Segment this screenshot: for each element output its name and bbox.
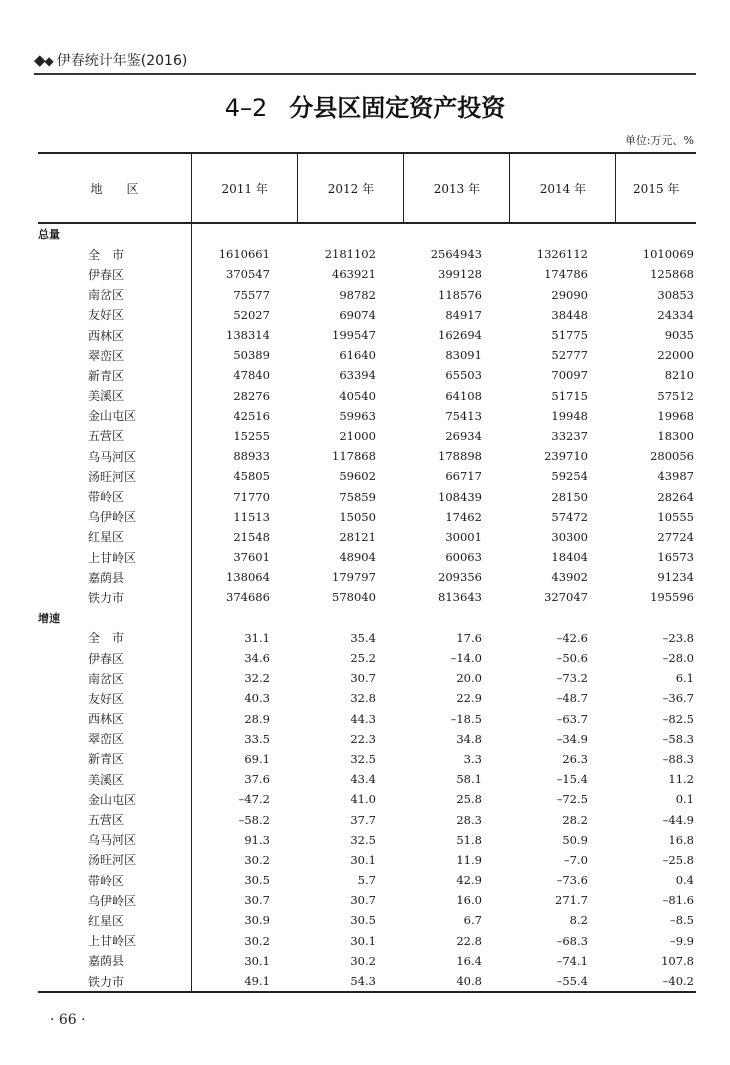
value-cell: –42.6 [556,630,588,645]
table-row [38,547,696,567]
value-cell: 28121 [339,529,376,544]
page-number: · 66 · [50,1012,86,1028]
value-cell: 0.1 [675,792,694,807]
value-cell: 45805 [233,469,270,484]
value-cell: 35.4 [350,630,376,645]
value-cell: 38448 [551,307,588,322]
table-row [38,648,696,668]
value-cell: 11.2 [668,772,694,787]
table-row [38,406,696,426]
region-name: 南岔区 [38,668,191,688]
value-cell: 26.3 [562,751,588,766]
table-row [38,587,696,607]
value-cell: 22000 [657,348,694,363]
region-name: 乌马河区 [38,446,191,466]
value-cell: 1010069 [642,247,694,262]
value-cell: 34.6 [244,651,270,666]
region-name: 南岔区 [38,285,191,305]
value-cell: 108439 [438,489,482,504]
value-cell: 22.8 [456,933,482,948]
value-cell: 16.8 [668,832,694,847]
section-label: 总量 [38,223,191,244]
page-title [0,88,730,123]
value-cell: 18300 [657,428,694,443]
value-cell: –36.7 [662,691,694,706]
value-cell: 813643 [438,590,482,605]
value-cell: 37.6 [244,772,270,787]
value-cell: 84917 [445,307,482,322]
table-row [38,931,696,951]
value-cell: 47840 [233,368,270,383]
value-cell: 25.2 [350,651,376,666]
value-cell: –7.0 [563,852,588,867]
region-name: 乌伊岭区 [38,507,191,527]
region-name: 西林区 [38,325,191,345]
value-cell: 16.0 [456,893,482,908]
value-cell: 5.7 [357,873,376,888]
value-cell: 18404 [551,550,588,565]
value-cell: –73.6 [556,873,588,888]
value-cell: 30001 [445,529,482,544]
value-cell: –28.0 [662,651,694,666]
value-cell: –50.6 [556,651,588,666]
value-cell: –81.6 [662,893,694,908]
value-cell: 58.1 [456,772,482,787]
unit-label: 单位:万元、% [624,134,694,147]
table-row [38,486,696,506]
empty-cell [404,223,510,244]
value-cell: 30300 [551,529,588,544]
value-cell: 33237 [551,428,588,443]
value-cell: 25.8 [456,792,482,807]
region-name: 汤旺河区 [38,850,191,870]
region-name: 乌伊岭区 [38,890,191,910]
value-cell: 3.3 [463,751,482,766]
value-cell: 60063 [445,550,482,565]
value-cell: 71770 [233,489,270,504]
value-cell: 195596 [650,590,694,605]
region-name: 美溪区 [38,769,191,789]
value-cell: 91.3 [244,832,270,847]
value-cell: 6.1 [675,671,694,686]
value-cell: 174786 [544,267,588,282]
value-cell: –72.5 [556,792,588,807]
table-row [38,466,696,486]
value-cell: 28276 [233,388,270,403]
region-name: 带岭区 [38,486,191,506]
table-row [38,688,696,708]
region-name: 五营区 [38,809,191,829]
value-cell: 28264 [657,489,694,504]
value-cell: 50389 [233,348,270,363]
value-cell: 107.8 [661,953,694,968]
section-row [38,223,696,244]
value-cell: 199547 [332,328,376,343]
value-cell: 209356 [438,570,482,585]
value-cell: –63.7 [556,711,588,726]
value-cell: 178898 [438,449,482,464]
value-cell: 327047 [544,590,588,605]
value-cell: 2564943 [430,247,482,262]
value-cell: 30.5 [350,913,376,928]
value-cell: 32.5 [350,832,376,847]
table-row [38,386,696,406]
value-cell: 32.2 [244,671,270,686]
value-cell: 22.3 [350,731,376,746]
table-row [38,244,696,264]
value-cell: 138314 [226,328,270,343]
table-row [38,809,696,829]
value-cell: 30.7 [350,671,376,686]
value-cell: 28.3 [456,812,482,827]
value-cell: 30.1 [350,933,376,948]
value-cell: 17.6 [456,630,482,645]
value-cell: 59254 [551,469,588,484]
table-body [38,223,696,992]
table-row [38,769,696,789]
value-cell: 9035 [664,328,694,343]
value-cell: 44.3 [350,711,376,726]
header-rule [34,73,696,75]
value-cell: 51715 [551,388,588,403]
value-cell: 40540 [339,388,376,403]
value-cell: 162694 [438,328,482,343]
value-cell: 69.1 [244,751,270,766]
value-cell: 117868 [332,449,376,464]
table-row [38,729,696,749]
value-cell: 33.5 [244,731,270,746]
value-cell: 15050 [339,509,376,524]
value-cell: 59963 [339,408,376,423]
value-cell: 399128 [438,267,482,282]
value-cell: –15.4 [556,772,588,787]
value-cell: 54.3 [298,971,404,992]
empty-cell [510,608,616,628]
value-cell: –25.8 [662,852,694,867]
region-name: 金山屯区 [38,789,191,809]
value-cell: 40.8 [404,971,510,992]
region-name: 汤旺河区 [38,466,191,486]
value-cell: 88933 [233,449,270,464]
value-cell: 118576 [438,287,482,302]
value-cell: 463921 [332,267,376,282]
region-name: 乌马河区 [38,830,191,850]
value-cell: 19968 [657,408,694,423]
header-2013: 2013 年 [404,153,510,223]
region-name: 新青区 [38,365,191,385]
value-cell: 41.0 [350,792,376,807]
value-cell: 280056 [650,449,694,464]
value-cell: 179797 [332,570,376,585]
value-cell: –47.2 [238,792,270,807]
value-cell: –55.4 [510,971,616,992]
header-2012: 2012 年 [298,153,404,223]
running-header [34,50,187,70]
value-cell: 30.1 [350,852,376,867]
value-cell: 37601 [233,550,270,565]
value-cell: 26934 [445,428,482,443]
value-cell: 66717 [445,469,482,484]
region-name: 铁力市 [38,971,191,992]
value-cell: 29090 [551,287,588,302]
table-row [38,325,696,345]
table-title: 分县区固定资产投资 [289,94,506,122]
value-cell: 10555 [657,509,694,524]
value-cell: 98782 [339,287,376,302]
table-row [38,345,696,365]
value-cell: 42.9 [456,873,482,888]
table-row [38,830,696,850]
table-row [38,446,696,466]
header-2011: 2011 年 [191,153,298,223]
table-row [38,567,696,587]
value-cell: 20.0 [456,671,482,686]
value-cell: 27724 [657,529,694,544]
value-cell: 370547 [226,267,270,282]
table-number: 4–2 [224,94,268,122]
value-cell: 52777 [551,348,588,363]
table-row [38,264,696,284]
section-row [38,608,696,628]
value-cell: 374686 [226,590,270,605]
region-name: 上甘岭区 [38,547,191,567]
table-row [38,507,696,527]
region-name: 上甘岭区 [38,931,191,951]
region-name: 金山屯区 [38,406,191,426]
section-label: 增速 [38,608,191,628]
value-cell: 30853 [657,287,694,302]
value-cell: 30.1 [244,953,270,968]
value-cell: 8210 [664,368,694,383]
header-2014: 2014 年 [510,153,616,223]
value-cell: 8.2 [569,913,588,928]
value-cell: 43.4 [350,772,376,787]
region-name: 友好区 [38,688,191,708]
diamond-bullets-icon: ◆◆ [34,51,53,69]
value-cell: 64108 [445,388,482,403]
table-row [38,870,696,890]
value-cell: 28.9 [244,711,270,726]
value-cell: –9.9 [669,933,694,948]
empty-cell [191,223,298,244]
value-cell: –82.5 [662,711,694,726]
value-cell: 30.7 [350,893,376,908]
value-cell: 28150 [551,489,588,504]
yearbook-title: 伊春统计年鉴(2016) [56,53,188,69]
value-cell: 30.5 [244,873,270,888]
value-cell: 42516 [233,408,270,423]
value-cell: 21548 [233,529,270,544]
value-cell: –44.9 [662,812,694,827]
value-cell: 578040 [332,590,376,605]
region-name: 美溪区 [38,386,191,406]
value-cell: 239710 [544,449,588,464]
value-cell: 11513 [233,509,270,524]
value-cell: 24334 [657,307,694,322]
value-cell: 30.2 [244,933,270,948]
value-cell: 43987 [657,469,694,484]
region-name: 带岭区 [38,870,191,890]
region-name: 铁力市 [38,587,191,607]
value-cell: –73.2 [556,671,588,686]
region-name: 伊春区 [38,264,191,284]
value-cell: 43902 [551,570,588,585]
value-cell: –18.5 [450,711,482,726]
value-cell: 125868 [650,267,694,282]
value-cell: 32.5 [350,751,376,766]
value-cell: 83091 [445,348,482,363]
region-name: 红星区 [38,527,191,547]
value-cell: –58.2 [238,812,270,827]
value-cell: –74.1 [556,953,588,968]
table-row [38,668,696,688]
value-cell: 51775 [551,328,588,343]
investment-table [38,152,696,993]
value-cell: –88.3 [662,751,694,766]
table-row [38,365,696,385]
value-cell: 15255 [233,428,270,443]
header-row [38,153,696,223]
value-cell: 21000 [339,428,376,443]
value-cell: –68.3 [556,933,588,948]
value-cell: –40.2 [616,971,696,992]
empty-cell [404,608,510,628]
value-cell: 30.2 [350,953,376,968]
value-cell: 63394 [339,368,376,383]
value-cell: 30.9 [244,913,270,928]
region-name: 全 市 [38,244,191,264]
value-cell: 30.7 [244,893,270,908]
value-cell: –8.5 [669,913,694,928]
value-cell: 32.8 [350,691,376,706]
value-cell: 40.3 [244,691,270,706]
region-name: 西林区 [38,709,191,729]
value-cell: 50.9 [562,832,588,847]
value-cell: 19948 [551,408,588,423]
empty-cell [616,608,696,628]
value-cell: 11.9 [456,852,482,867]
value-cell: 1326112 [536,247,588,262]
value-cell: 49.1 [191,971,298,992]
value-cell: 16573 [657,550,694,565]
value-cell: 65503 [445,368,482,383]
table-row [38,426,696,446]
table-row [38,789,696,809]
region-name: 伊春区 [38,648,191,668]
value-cell: 28.2 [562,812,588,827]
empty-cell [191,608,298,628]
table-row [38,709,696,729]
value-cell: –23.8 [662,630,694,645]
table-row [38,890,696,910]
value-cell: 52027 [233,307,270,322]
region-name: 红星区 [38,910,191,930]
value-cell: 1610661 [218,247,270,262]
value-cell: 34.8 [456,731,482,746]
value-cell: 31.1 [244,630,270,645]
region-name: 友好区 [38,305,191,325]
value-cell: 0.4 [675,873,694,888]
table-row [38,527,696,547]
header-2015: 2015 年 [616,153,696,223]
empty-cell [510,223,616,244]
value-cell: 57512 [657,388,694,403]
value-cell: 16.4 [456,953,482,968]
empty-cell [298,223,404,244]
value-cell: –34.9 [556,731,588,746]
empty-cell [616,223,696,244]
value-cell: 2181102 [324,247,376,262]
region-name: 翠峦区 [38,345,191,365]
region-name: 五营区 [38,426,191,446]
value-cell: 91234 [657,570,694,585]
value-cell: –58.3 [662,731,694,746]
value-cell: 70097 [551,368,588,383]
table-row [38,628,696,648]
value-cell: –48.7 [556,691,588,706]
table-row [38,910,696,930]
value-cell: 59602 [339,469,376,484]
region-name: 全 市 [38,628,191,648]
value-cell: 51.8 [456,832,482,847]
value-cell: 75413 [445,408,482,423]
value-cell: 69074 [339,307,376,322]
value-cell: 30.2 [244,852,270,867]
value-cell: 138064 [226,570,270,585]
table-row [38,285,696,305]
value-cell: 17462 [445,509,482,524]
table-row [38,305,696,325]
value-cell: 37.7 [350,812,376,827]
region-name: 新青区 [38,749,191,769]
value-cell: 22.9 [456,691,482,706]
value-cell: 271.7 [555,893,588,908]
header-region: 地区 [38,153,191,223]
region-name: 翠峦区 [38,729,191,749]
region-name: 嘉荫县 [38,951,191,971]
table-row [38,749,696,769]
value-cell: 75577 [233,287,270,302]
value-cell: 61640 [339,348,376,363]
region-name: 嘉荫县 [38,567,191,587]
table-row [38,971,696,992]
value-cell: 57472 [551,509,588,524]
value-cell: 6.7 [463,913,482,928]
value-cell: 75859 [339,489,376,504]
empty-cell [298,608,404,628]
value-cell: –14.0 [450,651,482,666]
table-row [38,951,696,971]
table-row [38,850,696,870]
value-cell: 48904 [339,550,376,565]
